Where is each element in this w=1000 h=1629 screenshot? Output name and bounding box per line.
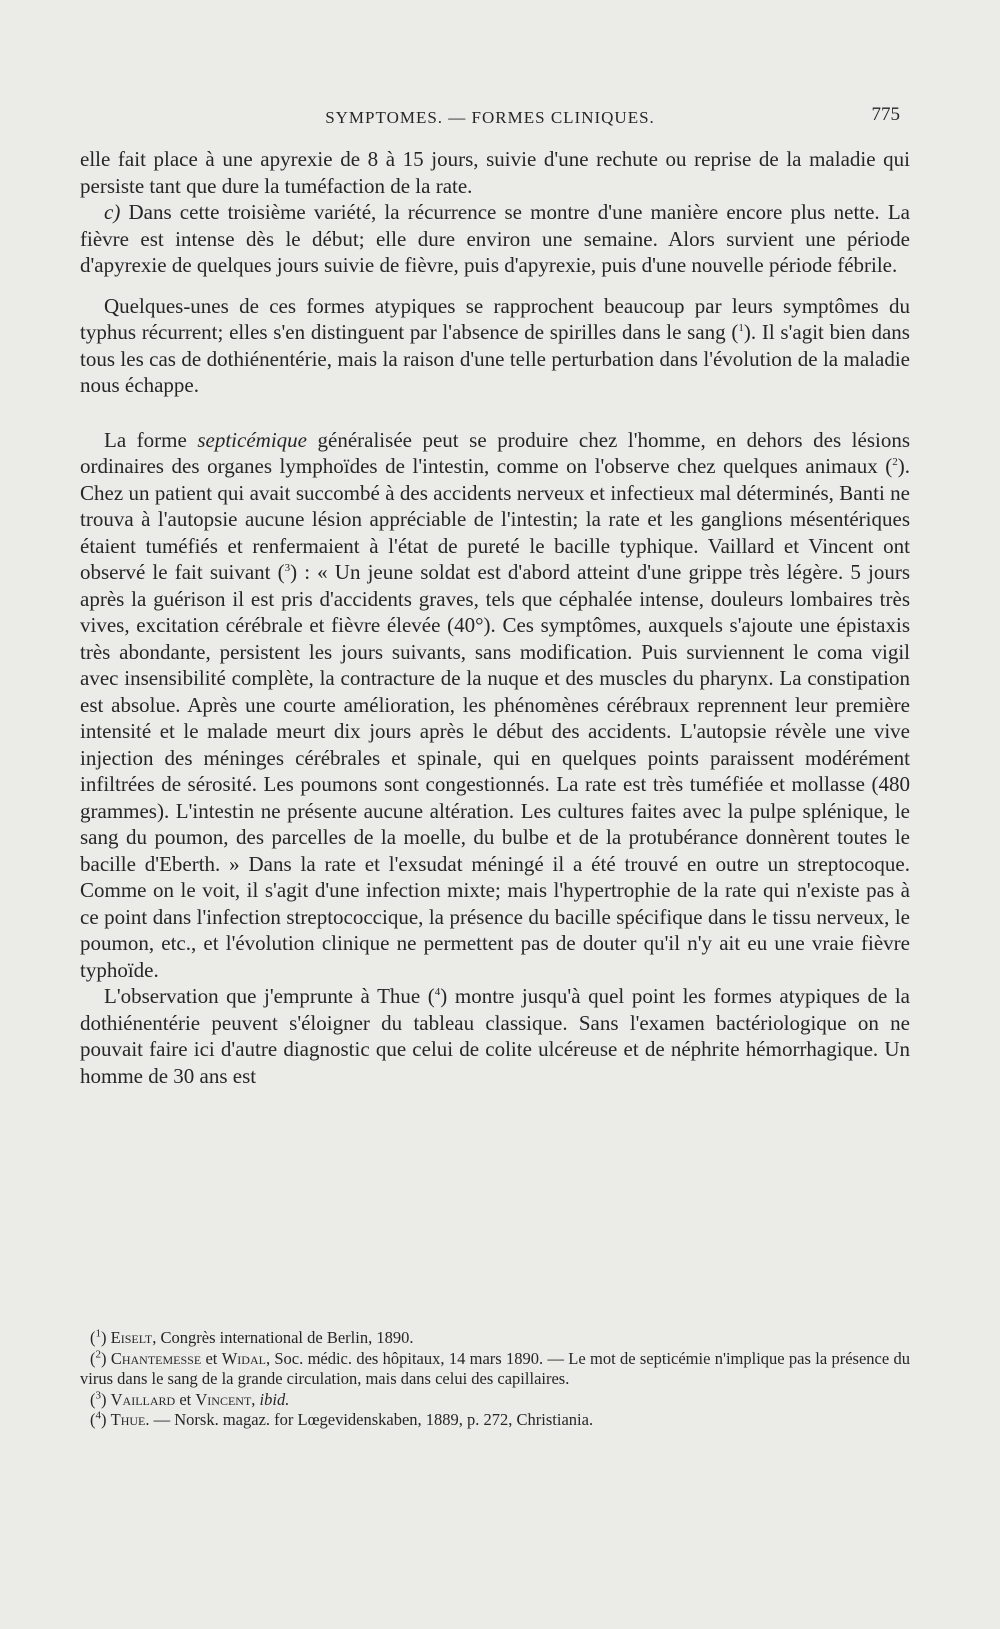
footnote-ref-3[interactable]: 3 <box>284 562 291 574</box>
paragraph-3 <box>80 293 910 399</box>
footnote-author-2: Vincent <box>195 1389 252 1409</box>
paragraph-3-text-b: ). Il s'agit bien dans tous les cas de dothiénentérie, mais la raison d'une telle perturbation dans l'évolution de la maladie nous échappe. <box>80 320 910 397</box>
footnote-text: , Soc. médic. des hôpitaux, 14 mars 1890. — Le mot de septicémie n'implique pas la présence du virus dans le sang de la grande circulation, mais dans celui des capillaires. <box>80 1348 910 1388</box>
footnote-number: 4 <box>95 1409 101 1422</box>
footnote-author: Thue <box>110 1410 146 1429</box>
paragraph-4-text-b: généralisée peut se produire chez l'homme, en dehors des lésions ordinaires des organes lymphoïdes de l'intestin, comme on l'observe chez quelques animaux ( <box>80 427 910 478</box>
running-title: SYMPTOMES. — FORMES CLINIQUES. <box>325 108 655 127</box>
main-text <box>80 146 910 1089</box>
footnote-2: ($^2$) Chantemesse et Widal, Soc. médic. des hôpitaux, 14 mars 1890. — Le mot de septicémie n'implique pas la présence du virus dans le sang de la grande circulation, mais dans celui des capillaires. <box>80 1348 910 1388</box>
footnote-text: . — Norsk. magaz. for Lœgevidenskaben, 1889, p. 272, Christiania. <box>145 1410 594 1429</box>
list-label-c: c) <box>104 200 121 224</box>
footnote-1: ($^1$) Eiselt, Congrès international de Berlin, 1890. <box>90 1327 414 1347</box>
paragraph-2-text: Dans cette troisième variété, la récurrence se montre d'une manière encore plus nette. La fièvre est intense dès le début; elle dure environ une semaine. Alors survient une période d'apyrexie de quelques jours suivie de fièvre, puis d'apyrexie, puis d'une nouvelle période fébrile. <box>80 200 910 277</box>
footnote-emphasis: ibid. <box>259 1389 290 1409</box>
footnotes <box>80 1328 910 1431</box>
paragraph-5-text-b: ) montre jusqu'à quel point les formes atypiques de la dothiénentérie peuvent s'éloigner du tableau classique. Sans l'examen bactériologique on ne pouvait faire ici d'autre diagnostic que celui de colite ulcéreuse et de néphrite hémorrhagique. Un homme de 30 ans est <box>80 984 910 1088</box>
paragraph-4 <box>80 427 910 984</box>
paragraph-1-text: elle fait place à une apyrexie de 8 à 15 jours, suivie d'une rechute ou reprise de la maladie qui persiste tant que dure la tuméfaction de la rate. <box>80 147 910 198</box>
footnote-conjunction: et <box>201 1348 222 1368</box>
footnote-author: Vaillard <box>110 1389 176 1409</box>
footnote-text: , <box>251 1389 260 1409</box>
footnote-ref-1[interactable]: 1 <box>738 322 744 334</box>
page-header <box>80 104 900 134</box>
footnote-number: 3 <box>95 1389 101 1401</box>
page-number: 775 <box>871 104 900 125</box>
paragraph-5-text-a: L'observation que j'emprunte à Thue ( <box>104 984 435 1008</box>
footnote-author-2: Widal <box>221 1348 266 1368</box>
paragraph-4-text-c: ). Chez un patient qui avait succombé à des accidents nerveux et infectieux mal déterminés, Banti ne trouva à l'autopsie aucune lésion appréciable de l'intestin; la rate et les ganglions mésentériques étaient tuméfiés et renfermaient à l'état de pureté le bacille typhique. Vaillard et Vincent ont observé le fait suivant ( <box>80 454 910 584</box>
footnote-4: ($^4$) Thue. — Norsk. magaz. for Lœgevidenskaben, 1889, p. 272, Christiania. <box>90 1409 594 1429</box>
footnote-number: 2 <box>95 1348 101 1360</box>
paragraph-4-text-d: ) : « Un jeune soldat est d'abord atteint d'une grippe très légère. 5 jours après la guérison il est pris d'accidents graves, tels que céphalée intense, douleurs lombaires très vives, excitation cérébrale et fièvre élevée (40°). Ces symptômes, auxquels s'ajoute une épistaxis très abondante, persistent les jours suivants, sans modification. Puis surviennent le coma vigil avec insensibilité complète, la contracture de la nuque et des muscles du pharynx. La constipation est absolue. Après une courte amélioration, les phénomènes cérébraux reprennent leur première intensité et le malade meurt dix jours après le début des accidents. L'autopsie révèle une vive injection des méninges cérébrales et spinale, qui en quelques points paraissent modérément infiltrées de sérosité. Les poumons sont congestionnés. La rate est très tuméfiée et mollasse (480 grammes). L'intestin ne présente aucune altération. Les cultures faites avec la pulpe splénique, le sang du poumon, des parcelles de la moelle, du bulbe et de la protubérance donnèrent toutes le bacille d'Eberth. » Dans la rate et l'exsudat méningé il a été trouvé en outre un streptocoque. Comme on le voit, il s'agit d'une infection mixte; mais l'hypertrophie de la rate qui n'existe pas à ce point dans l'infection streptococcique, la présence du bacille spécifique dans le tissu nerveux, le poumon, etc., et l'évolution clinique ne permettent pas de douter qu'il n'y ait eu une vraie fièvre typhoïde. <box>80 560 910 982</box>
footnote-3: ($^3$) Vaillard et Vincent, ibid. <box>90 1389 290 1409</box>
paragraph-4-text-a: La forme <box>104 427 198 452</box>
paragraph-5 <box>80 983 910 1089</box>
paragraph-2 <box>80 199 910 279</box>
footnote-author: Chantemesse <box>110 1348 202 1368</box>
footnote-ref-4[interactable]: 4 <box>434 986 441 998</box>
footnote-author: Eiselt <box>110 1328 153 1347</box>
footnote-conjunction: et <box>175 1389 196 1409</box>
paragraph-3-text-a: Quelques-unes de ces formes atypiques se rapprochent beaucoup par leurs symptômes du typhus récurrent; elles s'en distinguent par l'absence de spirilles dans le sang ( <box>80 293 910 344</box>
footnote-ref-2[interactable]: 2 <box>892 456 898 468</box>
paragraph-4-emphasis: septicémique <box>197 427 307 452</box>
footnote-text: , Congrès international de Berlin, 1890. <box>152 1328 414 1347</box>
paragraph-1 <box>80 146 910 199</box>
footnote-number: 1 <box>95 1327 101 1340</box>
